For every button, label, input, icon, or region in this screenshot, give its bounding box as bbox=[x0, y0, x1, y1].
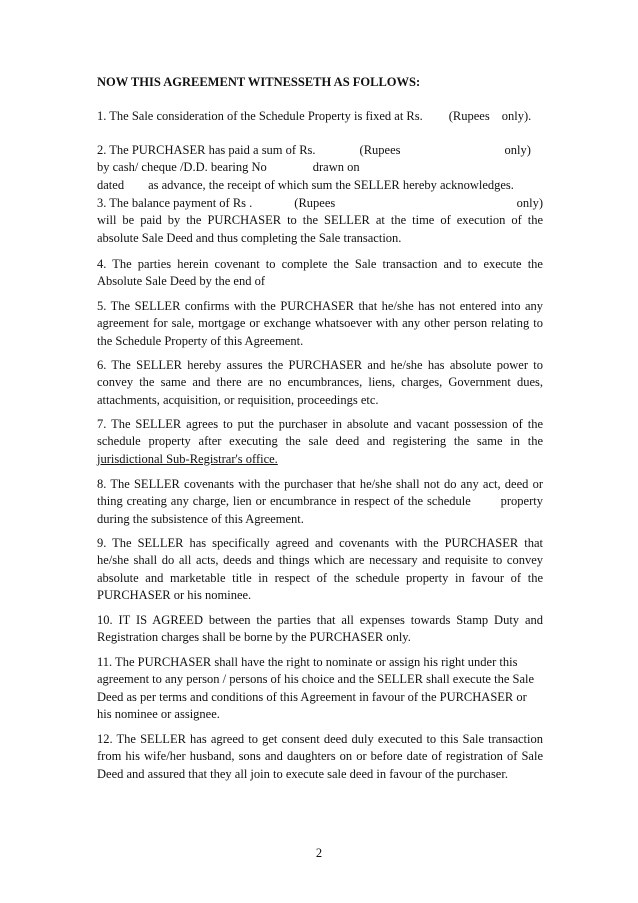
clause-3-rupees: (Rupees bbox=[294, 196, 336, 210]
clause-9: 9. The SELLER has specifically agreed and covenants with the PURCHASER that he/she shall do all acts, deeds and things which are necessary and requisite to convey absolute and marketable title in respect of the schedule property in favour of the PURCHASER or his nominee. bbox=[97, 536, 543, 602]
clause-2-cheque: by cash/ cheque /D.D. bearing No bbox=[97, 160, 267, 175]
clause-11: 11. The PURCHASER shall have the right to nominate or assign his right under this agreement to any person / persons of his choice and the SELLER shall execute the Sale Deed as per terms and conditions of this Agreement in favour of the PURCHASER or his nominee or assignee. bbox=[97, 655, 535, 721]
clause-1 bbox=[97, 108, 543, 125]
clause-1-rupees: (Rupees bbox=[448, 109, 490, 123]
clause-10: 10. IT IS AGREED between the parties that all expenses towards Stamp Duty and Registration charges shall be borne by the PURCHASER only. bbox=[97, 613, 543, 645]
clause-7-text: 7. The SELLER agrees to put the purchaser in absolute and vacant possession of the schedule property after executing the sale deed and registering the same in the bbox=[97, 417, 543, 449]
clause-3-only: only) bbox=[516, 196, 543, 210]
clause-2-only: only) bbox=[504, 143, 531, 157]
agreement-heading: NOW THIS AGREEMENT WITNESSETH AS FOLLOWS: bbox=[97, 75, 421, 89]
clause-6: 6. The SELLER hereby assures the PURCHASER and he/she has absolute power to convey the same and there are no encumbrances, liens, charges, Government dues, attachments, acquisition, or requisition, proceedings etc. bbox=[97, 358, 543, 407]
clause-2-dated: dated bbox=[97, 177, 125, 192]
clause-5: 5. The SELLER confirms with the PURCHASER that he/she has not entered into any agreement for sale, mortgage or exchange whatsoever with any other person relating to the Schedule Property of this Agreement. bbox=[97, 299, 543, 348]
clause-12: 12. The SELLER has agreed to get consent deed duly executed to this Sale transaction from his wife/her husband, sons and daughters on or before date of registration of Sale Deed and assured that they all join to execute sale deed in favour of the purchaser. bbox=[97, 732, 543, 781]
clause-2-advance: as advance, the receipt of which sum the SELLER hereby acknowledges. bbox=[148, 177, 514, 192]
clause-1-only: only). bbox=[501, 109, 532, 123]
clause-2-text: 2. The PURCHASER has paid a sum of Rs. bbox=[97, 143, 316, 157]
clause-8-property: property bbox=[500, 494, 543, 509]
page-number: 2 bbox=[315, 846, 323, 860]
clause-7 bbox=[97, 416, 543, 468]
clause-1-text: 1. The Sale consideration of the Schedule Property is fixed at Rs. bbox=[97, 109, 423, 123]
clause-4: 4. The parties herein covenant to complete the Sale transaction and to execute the Absolute Sale Deed by the end of bbox=[97, 257, 543, 289]
clause-7-underlined: jurisdictional Sub-Registrar's office. bbox=[97, 451, 278, 466]
clause-8 bbox=[97, 476, 543, 528]
clause-8-rest: during the subsistence of this Agreement. bbox=[97, 511, 304, 526]
clause-2-rupees: (Rupees bbox=[359, 143, 401, 157]
clause-8-text: 8. The SELLER covenants with the purchaser that he/she shall not do any act, deed or thing creating any charge, lien or encumbrance in respect of the schedule bbox=[97, 477, 543, 509]
clause-2 bbox=[97, 142, 543, 194]
clause-3 bbox=[97, 195, 543, 247]
clause-3-rest: will be paid by the PURCHASER to the SELLER at the time of execution of the absolute Sale Deed and thus completing the Sale transaction. bbox=[97, 213, 543, 245]
clause-2-drawn: drawn on bbox=[312, 160, 360, 175]
clause-3-text: 3. The balance payment of Rs . bbox=[97, 196, 253, 210]
